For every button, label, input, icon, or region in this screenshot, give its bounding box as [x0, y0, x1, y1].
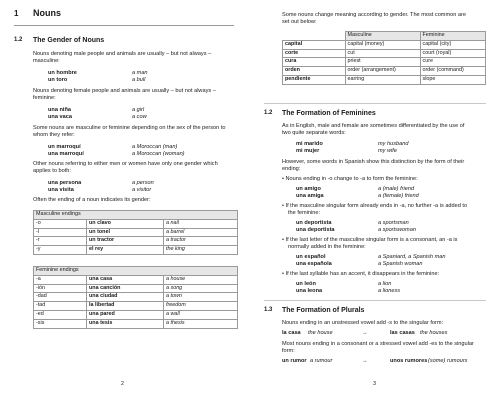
example-spanish: una vaca	[48, 114, 72, 120]
gender-meaning-table: Masculine Feminine capital capital (money) capital (city) corte cut court (royal) cura priest cure orden order (arrangement) order (command) pendiente earring slope	[282, 31, 486, 85]
example-english: a man	[132, 70, 148, 76]
chapter-number: 1	[14, 9, 19, 18]
table-row: pendiente earring slope	[283, 75, 486, 84]
example-spanish: mi marido	[296, 141, 323, 147]
example-english: a lioness	[378, 288, 401, 294]
arrow-icon: →	[362, 358, 368, 364]
table-row: -o un clavo a nail	[34, 219, 238, 228]
bullet-line: • Nouns ending in -o change to -a to form the feminine:	[282, 176, 418, 182]
example-english: a visitor	[132, 187, 152, 193]
table-row: cura priest cure	[283, 58, 486, 67]
bullet-line: • If the last syllable has an accent, it disappears in the feminine:	[282, 271, 440, 277]
example-spanish: una amiga	[296, 193, 324, 199]
paragraph-line: Some nouns change meaning according to gender. The most common are	[282, 12, 466, 18]
bullet-line: • If the masculine singular form already ends in -a, no further -a is added to	[282, 203, 468, 209]
paragraph-line: applies to both:	[33, 168, 71, 174]
paragraph-line: Nouns ending in an unstressed vowel add -s to the singular form:	[282, 320, 444, 326]
example-english: a person	[132, 180, 154, 186]
paragraph-line: Often the ending of a noun indicates its gender:	[33, 197, 151, 203]
plural-singular: la casa	[282, 330, 301, 336]
example-english: a Spanish woman	[378, 261, 423, 267]
section-title: The Gender of Nouns	[33, 37, 105, 44]
table-row: -ed una pared a wall	[34, 310, 238, 319]
table-row: -r un tractor a tractor	[34, 237, 238, 246]
paragraph-line: Other nouns referring to either men or women have only one gender which	[33, 161, 218, 167]
table-header: Feminine endings	[34, 267, 238, 276]
bullet-line: normally added in the feminine:	[288, 244, 366, 250]
example-spanish: un español	[296, 254, 326, 260]
example-english: a (male) friend	[378, 186, 415, 192]
table-row: orden order (arrangement) order (command)	[283, 67, 486, 76]
paragraph-line: However, some words in Spanish show this distinction by the form of their	[282, 159, 465, 165]
section-number: 1.3	[264, 307, 273, 313]
plural-form-english: the houses	[420, 330, 448, 336]
example-english: a bull	[132, 77, 146, 83]
table-row: -dad una ciudad a town	[34, 293, 238, 302]
paragraph-line: Nouns denoting male people and animals are usually – but not always –	[33, 51, 212, 57]
table-row: -tad la libertad freedom	[34, 302, 238, 311]
example-spanish: un toro	[48, 77, 68, 83]
example-english: a sportswoman	[378, 227, 416, 233]
section-title: The Formation of Feminines	[282, 110, 376, 117]
feminine-endings-table	[33, 266, 238, 329]
bullet-line: the feminine:	[288, 210, 321, 216]
example-spanish: una deportista	[296, 227, 335, 233]
chapter-title: Nouns	[33, 8, 61, 18]
example-english: a (female) friend	[378, 193, 419, 199]
paragraph-line: Some nouns are masculine or feminine depending on the sex of the person to	[33, 125, 226, 131]
example-english: a Moroccan (woman)	[132, 151, 185, 157]
plural-form-english: (some) rumours	[428, 358, 468, 364]
example-english: a Moroccan (man)	[132, 144, 178, 150]
chapter-rule	[14, 25, 234, 26]
section-rule	[264, 103, 486, 104]
paragraph-line: masculine:	[33, 58, 60, 64]
example-english: a cow	[132, 114, 147, 120]
example-english: a lion	[378, 281, 392, 287]
paragraph-line: Most nouns ending in a consonant or a stressed vowel add -es to the singular	[282, 341, 474, 347]
example-english: a Spaniard, a Spanish man	[378, 254, 446, 260]
paragraph-line: form:	[282, 348, 295, 354]
example-spanish: un amigo	[296, 186, 321, 192]
paragraph-line: two quite separate words:	[282, 130, 346, 136]
page-number: 2	[121, 381, 124, 387]
table-row: capital capital (money) capital (city)	[283, 40, 486, 49]
paragraph-line: ending:	[282, 166, 301, 172]
bullet-line: • If the last letter of the masculine singular form is a consonant, an -a is	[282, 237, 458, 243]
section-title: The Formation of Plurals	[282, 307, 365, 314]
plural-singular-english: a rumour	[310, 358, 333, 364]
table-row: corte cut court (royal)	[283, 49, 486, 58]
example-english: a sportsman	[378, 220, 409, 226]
masculine-endings-table	[33, 210, 238, 255]
table-row: -l un tonel a barrel	[34, 228, 238, 237]
example-spanish: un marroquí	[48, 144, 81, 150]
example-spanish: mi mujer	[296, 148, 320, 154]
paragraph-line: feminine:	[33, 95, 56, 101]
table-row: -a una casa a house	[34, 275, 238, 284]
example-spanish: una niña	[48, 107, 71, 113]
plural-singular: un rumor	[282, 358, 307, 364]
section-number: 1.2	[14, 37, 23, 43]
example-english: my husband	[378, 141, 409, 147]
table-row: -ión una canción a song	[34, 284, 238, 293]
example-spanish: una visita	[48, 187, 74, 193]
table-row: -y el rey the king	[34, 246, 238, 255]
section-rule	[264, 300, 486, 301]
plural-singular-english: the house	[308, 330, 333, 336]
table-row: -sis una tesis a thesis	[34, 319, 238, 328]
example-spanish: una persona	[48, 180, 82, 186]
right-page	[250, 0, 500, 401]
example-spanish: una marroquí	[48, 151, 84, 157]
example-spanish: un deportista	[296, 220, 332, 226]
plural-form: unos rumores	[390, 358, 428, 364]
example-spanish: una leona	[296, 288, 323, 294]
arrow-icon: →	[362, 330, 368, 336]
paragraph-line: set out below:	[282, 19, 317, 25]
example-english: my wife	[378, 148, 397, 154]
page-number: 3	[373, 381, 376, 387]
example-spanish: un hombre	[48, 70, 77, 76]
table-header: Masculine endings	[34, 211, 238, 220]
example-spanish: un león	[296, 281, 316, 287]
paragraph-line: As in English, male and female are sometimes differentiated by the use of	[282, 123, 465, 129]
plural-form: las casas	[390, 330, 415, 336]
paragraph-line: Nouns denoting female people and animals are usually – but not always –	[33, 88, 216, 94]
section-number: 1.2	[264, 110, 273, 116]
example-english: a girl	[132, 107, 145, 113]
paragraph-line: whom they refer:	[33, 132, 75, 138]
example-spanish: una española	[296, 261, 332, 267]
